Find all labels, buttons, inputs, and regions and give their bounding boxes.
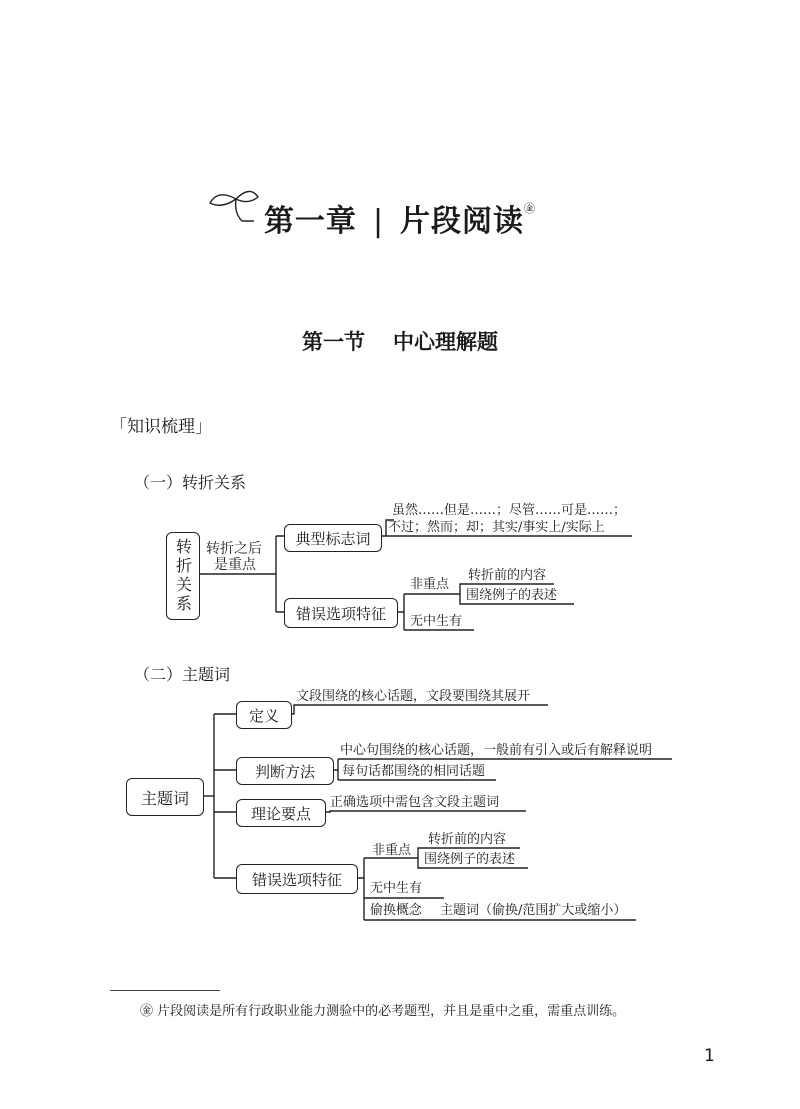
section-title — [0, 326, 800, 356]
p1-markers-node: 典型标志词 — [284, 524, 382, 552]
footnote-divider — [110, 990, 220, 991]
chapter-name: 片段阅读 — [400, 204, 525, 239]
p2-non-key: 非重点 — [372, 843, 412, 858]
footnote-ref-marker[interactable]: ㊎ — [524, 202, 537, 215]
title-separator: | — [372, 204, 385, 239]
chapter-title — [0, 196, 800, 240]
p2-swap-concept: 偷换概念 — [370, 903, 423, 918]
section-name: 中心理解题 — [393, 330, 498, 354]
p2-definition-text: 文段围绕的核心话题，文段要围绕其展开 — [296, 689, 531, 704]
p2-method-node: 判断方法 — [236, 757, 334, 785]
p2-theory-line — [324, 811, 526, 812]
chapter-number: 第一章 — [263, 204, 357, 239]
p1-root-node: 转折关系 — [166, 532, 200, 620]
p2-theory-text: 正确选项中需包含文段主题词 — [330, 795, 500, 810]
p1-non-key: 非重点 — [410, 577, 450, 592]
p2-before-turn: 转折前的内容 — [428, 832, 507, 847]
knowledge-heading: 「知识梳理」 — [110, 417, 212, 437]
p2-swap-detail: 主题词（偷换/范围扩大或缩小） — [440, 903, 627, 918]
p2-method-text1: 中心句围绕的核心话题，一般前有引入或后有解释说明 — [340, 743, 653, 758]
p1-examples: 围绕例子的表述 — [466, 588, 558, 603]
p2-theory-node: 理论要点 — [236, 799, 326, 827]
p2-errors-node: 错误选项特征 — [236, 864, 358, 894]
p1-markers-line2: 不过；然而；却；其实/事实上/实际上 — [388, 520, 605, 535]
part2-heading: （二）主题词 — [134, 665, 231, 684]
p1-from-nothing: 无中生有 — [410, 614, 463, 629]
p2-method-text2: 每句话都围绕的相同话题 — [342, 764, 486, 779]
page-number: 1 — [704, 1046, 715, 1066]
p2-examples: 围绕例子的表述 — [424, 852, 516, 867]
p2-root-node: 主题词 — [126, 778, 204, 816]
footnote-text: 片段阅读是所有行政职业能力测验中的必考题型，并且是重中之重，需重点训练。 — [157, 1004, 626, 1019]
footnote-marker: ㊎ — [140, 1004, 154, 1019]
p2-definition-node: 定义 — [236, 701, 292, 729]
p2-trunk — [214, 714, 236, 878]
p1-markers-line1: 虽然……但是……；尽管……可是……； — [392, 503, 627, 518]
p1-branch-label-2: 是重点 — [214, 557, 256, 573]
section-label: 第一节 — [302, 330, 365, 354]
p1-errors-node: 错误选项特征 — [284, 598, 398, 628]
part1-heading: （一）转折关系 — [134, 473, 247, 492]
p1-before-turn: 转折前的内容 — [468, 568, 547, 583]
footnote — [140, 1000, 625, 1019]
p2-def-line — [290, 705, 548, 714]
p2-from-nothing: 无中生有 — [370, 881, 423, 896]
p1-branch-label-1: 转折之后 — [206, 541, 262, 557]
